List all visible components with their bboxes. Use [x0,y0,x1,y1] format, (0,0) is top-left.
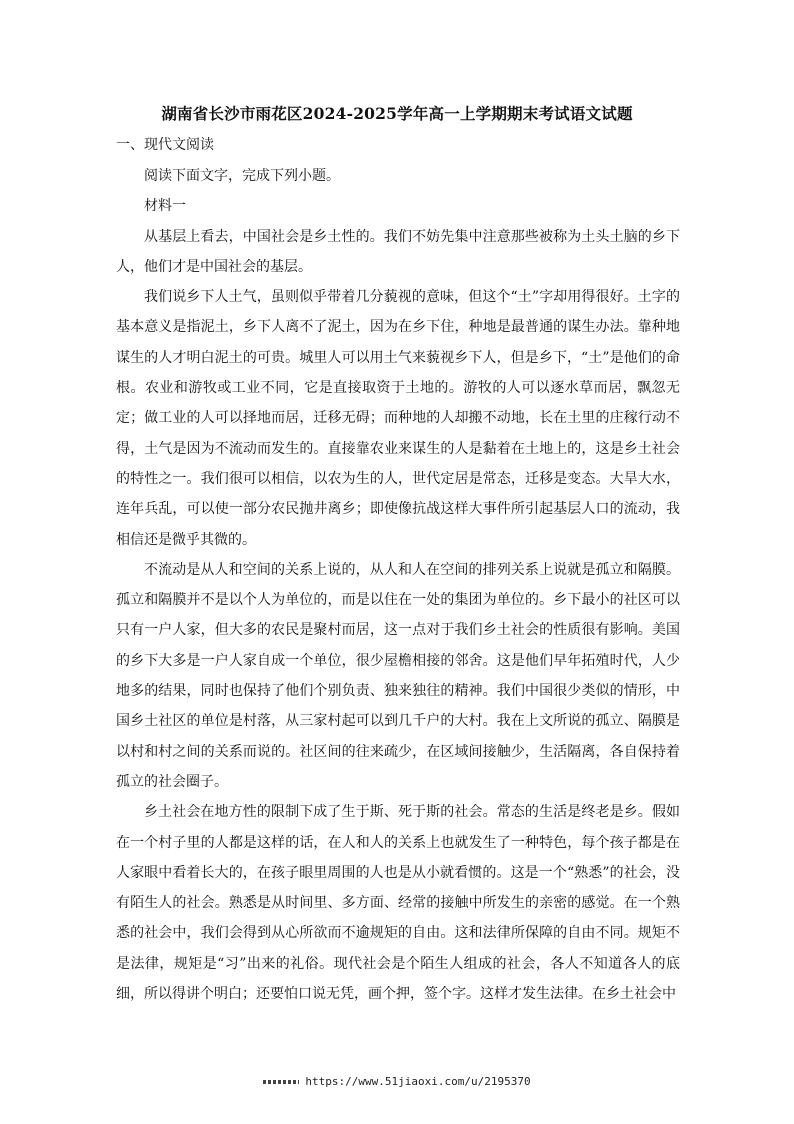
section-heading: 一、现代文阅读 [116,137,214,153]
footer-url[interactable]: https://www.51jiaoxi.com/u/2195370 [305,1075,531,1088]
paragraph-4: 乡土社会在地方性的限制下成了生于斯、死于斯的社会。常态的生活是终老是乡。假如在一个村子里的人都是这样的话，在人和人的关系上也就发生了一种特色，每个孩子都是在人家眼中看着长大的，在孩子眼里周围的人也是从小就看惯的。这是一个“熟悉”的社会，没有陌生人的社会。熟悉是从时间里、多方面、经常的接触中所发生的亲密的感觉。在一个熟悉的社会中，我们会得到从心所欲而不逾规矩的自由。这和法律所保障的自由不同。规矩不是法律，规矩是“习”出来的礼俗。现代社会是个陌生人组成的社会，各人不知道各人的底细，所以得讲个明白；还要怕口说无凭，画个押，签个字。这样才发生法律。在乡土社会中 [116,804,680,1003]
document-title: 湖南省长沙市雨花区2024-2025学年高一上学期期末考试语文试题 [161,104,633,123]
instruction-text: 阅读下面文字，完成下列小题。 [144,168,340,184]
paragraph-2: 我们说乡下人土气，虽则似乎带着几分藐视的意味，但这个“土”字却用得很好。土字的基本意义是指泥土，乡下人离不了泥土，因为在乡下住，种地是最普通的谋生办法。靠种地谋生的人才明白泥土的可贵。城里人可以用土气来藐视乡下人，但是乡下，“土”是他们的命根。农业和游牧或工业不同，它是直接取资于土地的。游牧的人可以逐水草而居，飘忽无定；做工业的人可以择地而居，迁移无碍；而种地的人却搬不动地，长在土里的庄稼行动不得，土气是因为不流动而发生的。直接靠农业来谋生的人是黏着在土地上的，这是乡土社会的特性之一。我们很可以相信，以农为生的人，世代定居是常态，迁移是变态。大旱大水，连年兵乱，可以使一部分农民抛井离乡；即使像抗战这样大事件所引起基层人口的流动，我相信还是微乎其微的。 [116,289,680,548]
page-footer [0,1075,794,1088]
watermark-logo [263,1080,299,1084]
paragraph-1: 从基层上看去，中国社会是乡土性的。我们不妨先集中注意那些被称为土头土脑的乡下人，他们才是中国社会的基层。 [116,228,680,275]
paragraph-3: 不流动是从人和空间的关系上说的，从人和人在空间的排列关系上说就是孤立和隔膜。孤立和隔膜并不是以个人为单位的，而是以住在一处的集团为单位的。乡下最小的社区可以只有一户人家，但大多的农民是聚村而居，这一点对于我们乡土社会的性质很有影响。美国的乡下大多是一户人家自成一个单位，很少屋檐相接的邻舍。这是他们早年拓殖时代，人少地多的结果，同时也保持了他们个别负责、独来独往的精神。我们中国很少类似的情形，中国乡土社区的单位是村落，从三家村起可以到几千户的大村。我在上文所说的孤立、隔膜是以村和村之间的关系而说的。社区间的往来疏少，在区域间接触少，生活隔离，各自保持着孤立的社会圈子。 [116,561,680,790]
material-label: 材料一 [144,198,186,215]
document-body [116,161,680,1009]
